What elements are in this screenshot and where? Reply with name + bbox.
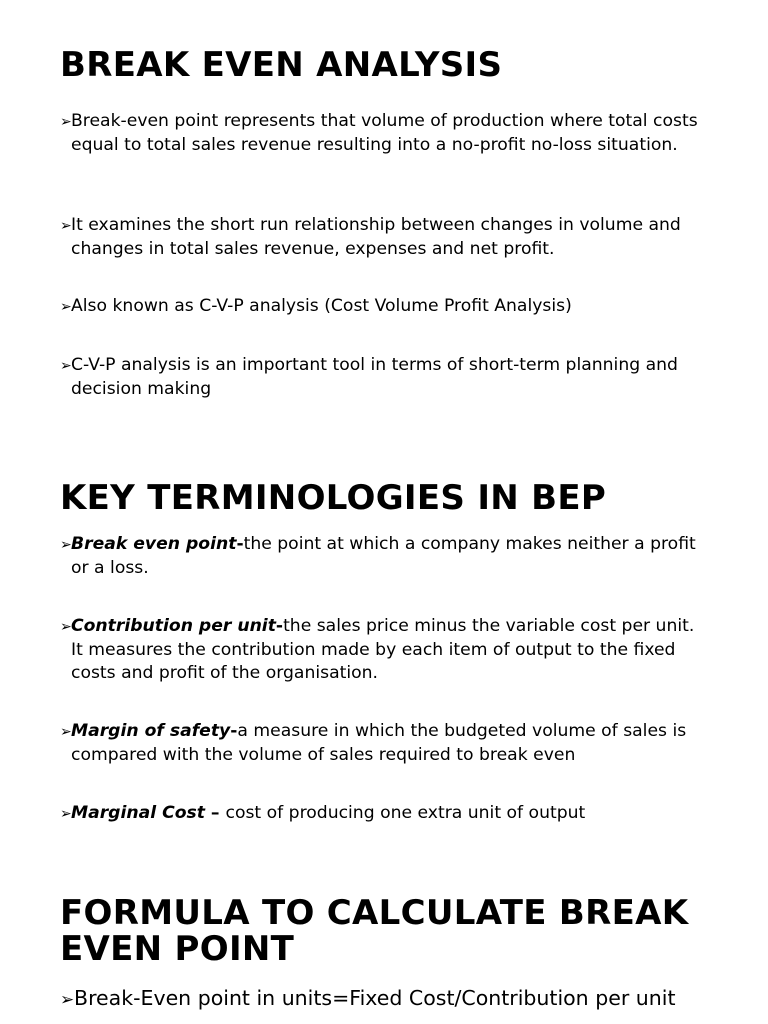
formula-text: Break-Even point in units=Fixed Cost/Contribution per unit <box>74 986 676 1010</box>
formula-item <box>60 985 710 1013</box>
term-item <box>60 533 710 580</box>
bullet-text: It examines the short run relationship between changes in volume and changes in total sales revenue, expenses and net profit. <box>71 215 681 259</box>
right-arrowhead-icon: ➢ <box>60 619 72 635</box>
term-definition: a measure in which the budgeted volume of sales is compared with the volume of sales required to break even <box>71 721 687 765</box>
right-arrowhead-icon: ➢ <box>60 358 72 374</box>
heading-key-terminologies: KEY TERMINOLOGIES IN BEP <box>60 478 607 518</box>
term-name: Marginal Cost <box>71 803 205 823</box>
bullet-item <box>60 354 710 401</box>
bullet-item <box>60 295 710 319</box>
term-name: Break even point <box>71 534 237 554</box>
term-name: Contribution per unit <box>71 616 276 636</box>
right-arrowhead-icon: ➢ <box>60 537 72 553</box>
bullet-text: Break-even point represents that volume of production where total costs equal to total sales revenue resulting into a no-profit no-loss situation. <box>71 111 698 155</box>
bullet-text: C-V-P analysis is an important tool in terms of short-term planning and decision making <box>71 355 678 399</box>
term-separator: - <box>275 616 284 636</box>
term-item <box>60 802 710 826</box>
term-item <box>60 615 710 685</box>
bullet-item <box>60 214 710 261</box>
term-item <box>60 720 710 767</box>
right-arrowhead-icon: ➢ <box>60 724 72 740</box>
term-definition: cost of producing one extra unit of output <box>225 803 586 823</box>
bullet-item <box>60 110 710 157</box>
term-definition: the sales price minus the variable cost per unit. It measures the contribution made by each item of output to the fixed costs and profit of the organisation. <box>71 616 695 683</box>
term-separator: – <box>204 803 226 823</box>
term-separator: - <box>230 721 238 741</box>
bullet-text: Also known as C-V-P analysis (Cost Volume Profit Analysis) <box>71 296 572 316</box>
term-definition: the point at which a company makes neither a profit or a loss. <box>71 534 696 578</box>
right-arrowhead-icon: ➢ <box>60 806 72 822</box>
heading-formula: FORMULA TO CALCULATE BREAK EVEN POINT <box>60 893 689 969</box>
right-arrowhead-icon: ➢ <box>60 218 72 234</box>
right-arrowhead-icon: ➢ <box>60 990 75 1010</box>
right-arrowhead-icon: ➢ <box>60 299 72 315</box>
term-separator: - <box>236 534 244 554</box>
heading-break-even-analysis: BREAK EVEN ANALYSIS <box>60 45 503 85</box>
right-arrowhead-icon: ➢ <box>60 114 72 130</box>
term-name: Margin of safety <box>71 721 231 741</box>
